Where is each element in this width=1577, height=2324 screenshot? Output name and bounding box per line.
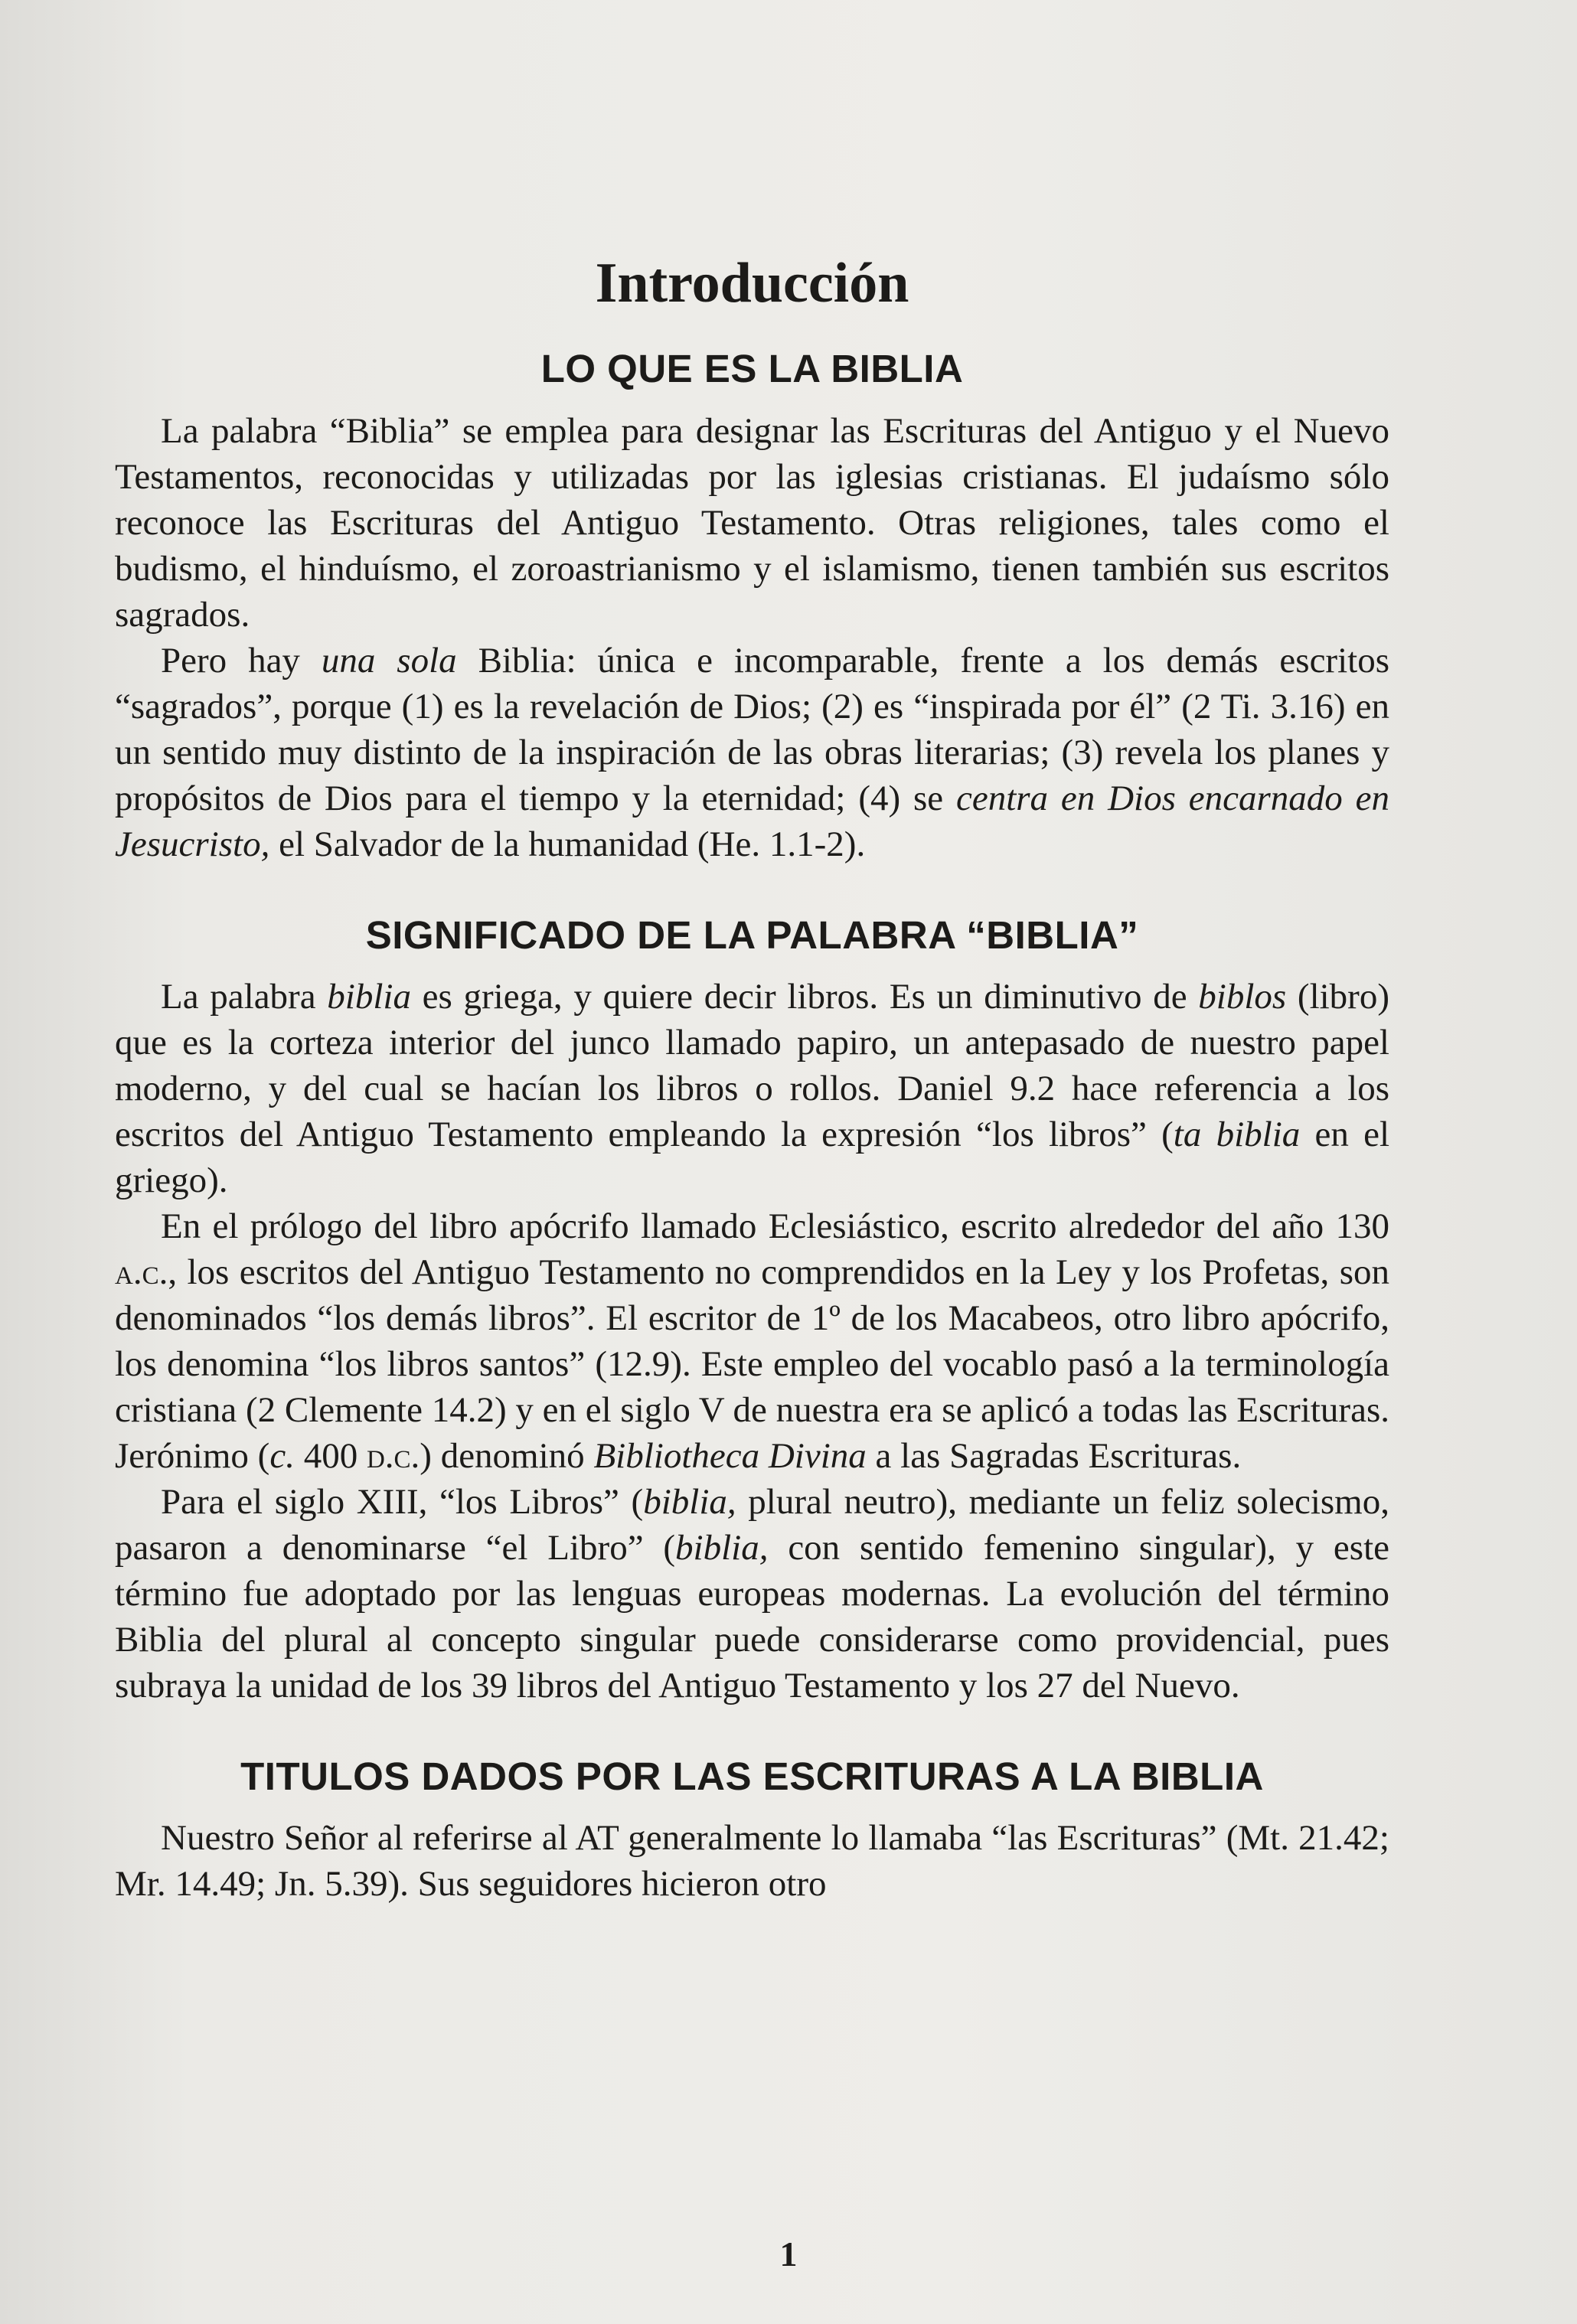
emphasis: una sola [321, 640, 457, 681]
emphasis: biblos [1198, 976, 1287, 1017]
paragraph: Nuestro Señor al referirse al AT generalmente lo llamaba “las Escrituras” (Mt. 21.42; Mr. 14.49; Jn. 5.39). Sus seguidores hicieron otro [115, 1817, 1389, 1904]
section-heading: LO QUE ES LA BIBLIA [540, 347, 964, 391]
paragraph: La palabra “Biblia” se emplea para designar las Escrituras del Antiguo y el Nuevo Testamentos, reconocidas y utilizadas por las iglesias cristianas. El judaísmo sólo reconoce las Escrituras del Antiguo Testamento. Otras religiones, tales como el budismo, el hinduísmo, el zoroastrianismo y el islamismo, tienen también sus escritos sagrados. [115, 410, 1389, 635]
page-title: Introducción [595, 252, 909, 315]
page-number: 1 [779, 2234, 798, 2273]
paragraph: Pero hay una sola Biblia: única e incomparable, frente a los demás escritos “sagrados”, porque (1) es la revelación de Dios; (2) es “inspirada por él” (2 Ti. 3.16) en un sentido muy distinto de la inspiración de las obras literarias; (3) revela los planes y propósitos de Dios para el tiempo y la eternidad; (4) se centra en Dios encarnado en Jesucristo, el Salvador de la humanidad (He. 1.1-2). [115, 640, 1389, 864]
paragraph: La palabra biblia es griega, y quiere decir libros. Es un diminutivo de biblos (libro) que es la corteza interior del junco llamado papiro, un antepasado de nuestro papel moderno, y del cual se hacían los libros o rollos. Daniel 9.2 hace referencia a los escritos del Antiguo Testamento empleando la expresión “los libros” (ta biblia en el griego). [115, 976, 1390, 1200]
paragraph: Para el siglo XIII, “los Libros” (biblia, plural neutro), mediante un feliz solecismo, pasaron a denominarse “el Libro” (biblia, con sentido femenino singular), y este término fue adoptado por las lenguas europeas modernas. La evolución del término Biblia del plural al concepto singular puede considerarse como providencial, pues subraya la unidad de los 39 libros del Antiguo Testamento y los 27 del Nuevo. [115, 1481, 1389, 1705]
emphasis: biblia [327, 976, 411, 1017]
emphasis: Bibliotheca Divina [593, 1435, 867, 1476]
emphasis: biblia, [643, 1481, 736, 1522]
section-titulos [115, 1753, 1389, 1907]
section-lo-que-es [115, 345, 1389, 867]
section-heading: TITULOS DADOS POR LAS ESCRITURAS A LA BIBLIA [240, 1754, 1264, 1798]
emphasis: biblia, [675, 1527, 769, 1568]
emphasis: ta biblia [1173, 1114, 1301, 1154]
section-heading: SIGNIFICADO DE LA PALABRA “BIBLIA” [365, 912, 1139, 957]
emphasis: c. [269, 1435, 295, 1476]
emphasis: centra en Dios encarnado en Jesucristo, [115, 778, 1389, 864]
section-significado [115, 912, 1389, 1709]
era-abbreviation: d.c. [366, 1435, 420, 1476]
page-content [115, 253, 1389, 1951]
paragraph: En el prólogo del libro apócrifo llamado Eclesiástico, escrito alrededor del año 130 a.c., los escritos del Antiguo Testamento no comprendidos en la Ley y los Profetas, son denominados “los demás libros”. El escritor de 1º de los Macabeos, otro libro apócrifo, los denomina “los libros santos” (12.9). Este empleo del vocablo pasó a la terminología cristiana (2 Clemente 14.2) y en el siglo V de nuestra era se aplicó a todas las Escrituras. Jerónimo (c. 400 d.c.) denominó Bibliotheca Divina a las Sagradas Escrituras. [115, 1206, 1389, 1476]
era-abbreviation: a.c. [115, 1252, 168, 1292]
